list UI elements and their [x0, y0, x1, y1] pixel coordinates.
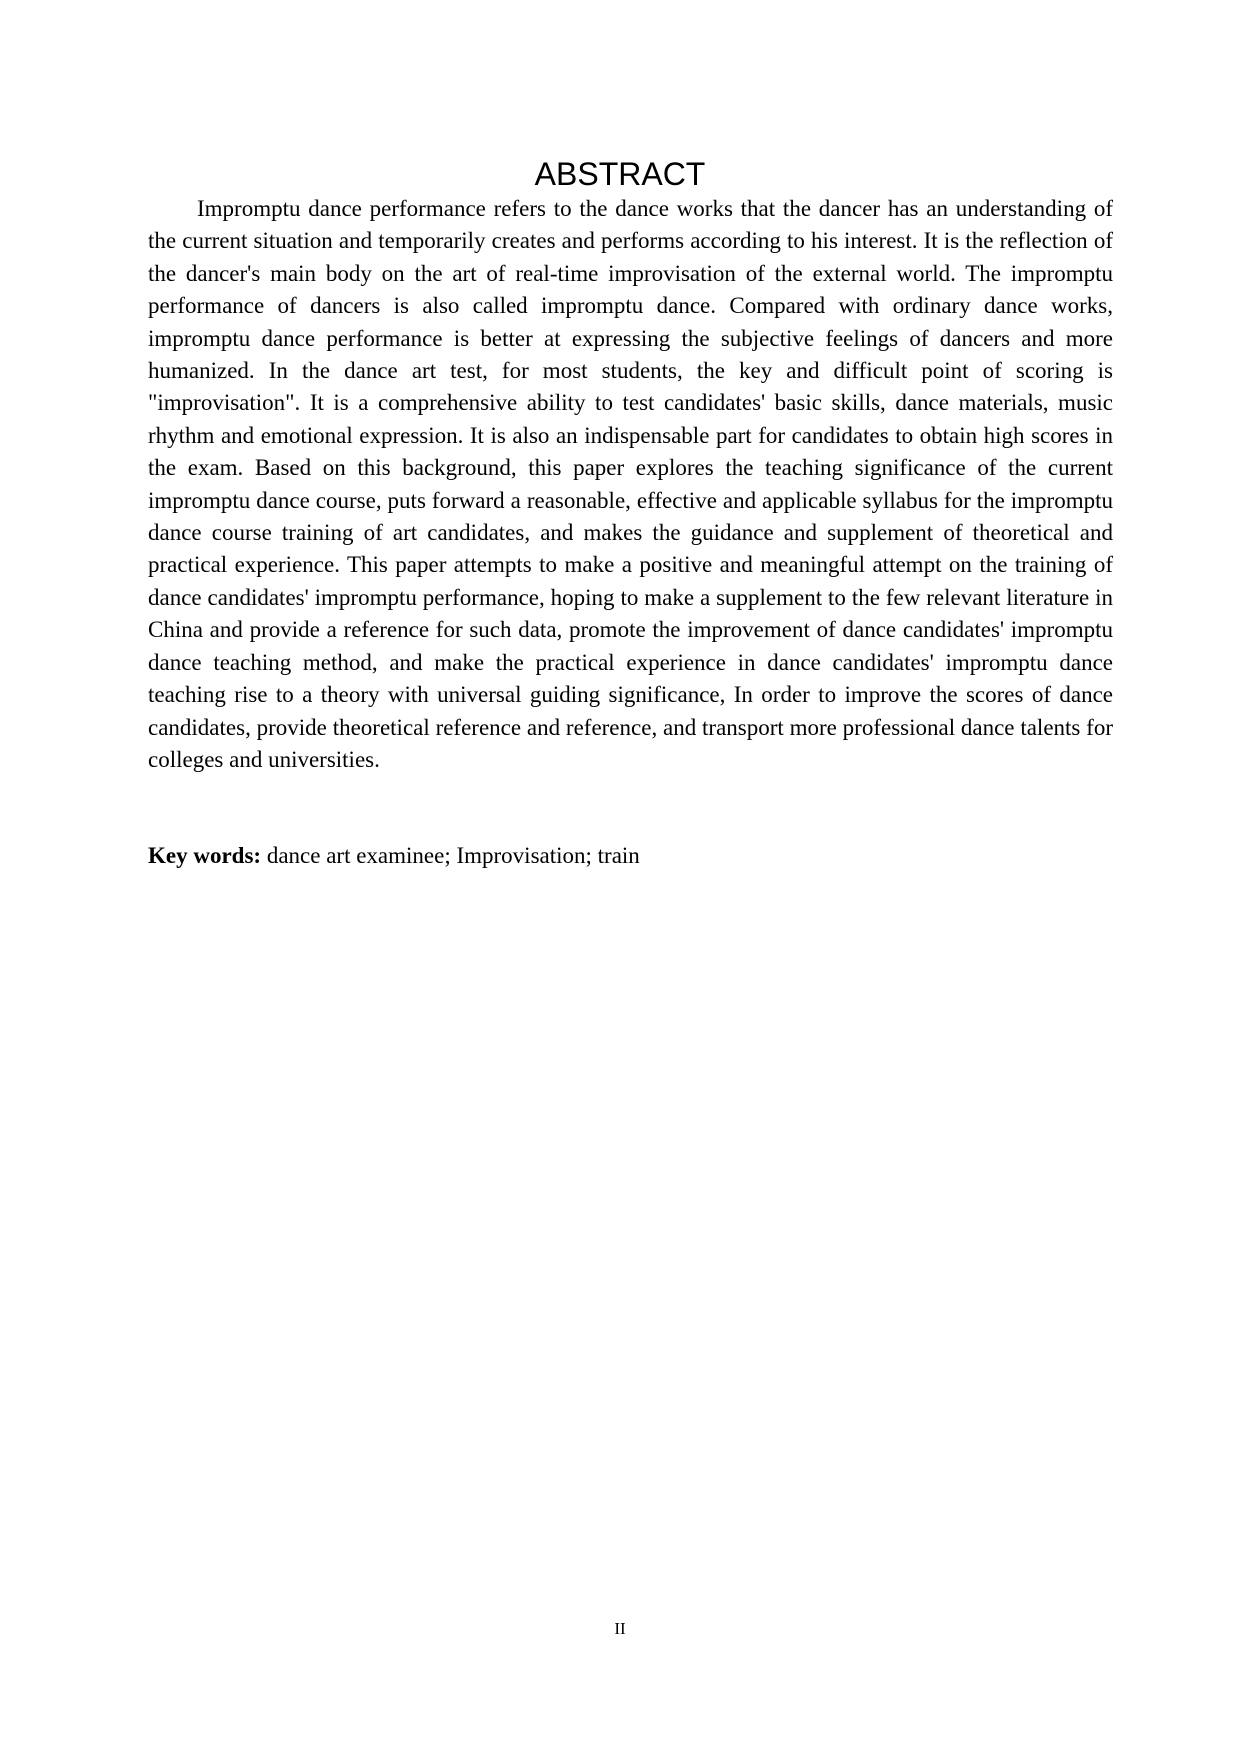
page-number: II — [614, 1619, 626, 1638]
keywords-text: dance art examinee; Improvisation; train — [261, 843, 640, 868]
keywords-line — [148, 840, 1113, 872]
keywords-label: Key words: — [148, 843, 262, 868]
abstract-body: Impromptu dance performance refers to the dance works that the dancer has an understanding of the current situation and temporarily creates and performs according to his interest. It is the reflection of the dancer's main body on the art of real-time improvisation of the external world. The impromptu performance of dancers is also called impromptu dance. Compared with ordinary dance works, impromptu dance performance is better at expressing the subjective feelings of dancers and more humanized. In the dance art test, for most students, the key and difficult point of scoring is "improvisation". It is a comprehensive ability to test candidates' basic skills, dance materials, music rhythm and emotional expression. It is also an indispensable part for candidates to obtain high scores in the exam. Based on this background, this paper explores the teaching significance of the current impromptu dance course, puts forward a reasonable, effective and applicable syllabus for the impromptu dance course training of art candidates, and makes the guidance and supplement of theoretical and practical experience. This paper attempts to make a positive and meaningful attempt on the training of dance candidates' impromptu performance, hoping to make a supplement to the few relevant literature in China and provide a reference for such data, promote the improvement of dance candidates' impromptu dance teaching method, and make the practical experience in dance candidates' impromptu dance teaching rise to a theory with universal guiding significance, In order to improve the scores of dance candidates, provide theoretical reference and reference, and transport more professional dance talents for colleges and universities. — [148, 196, 1113, 772]
abstract-title: ABSTRACT — [534, 156, 706, 192]
